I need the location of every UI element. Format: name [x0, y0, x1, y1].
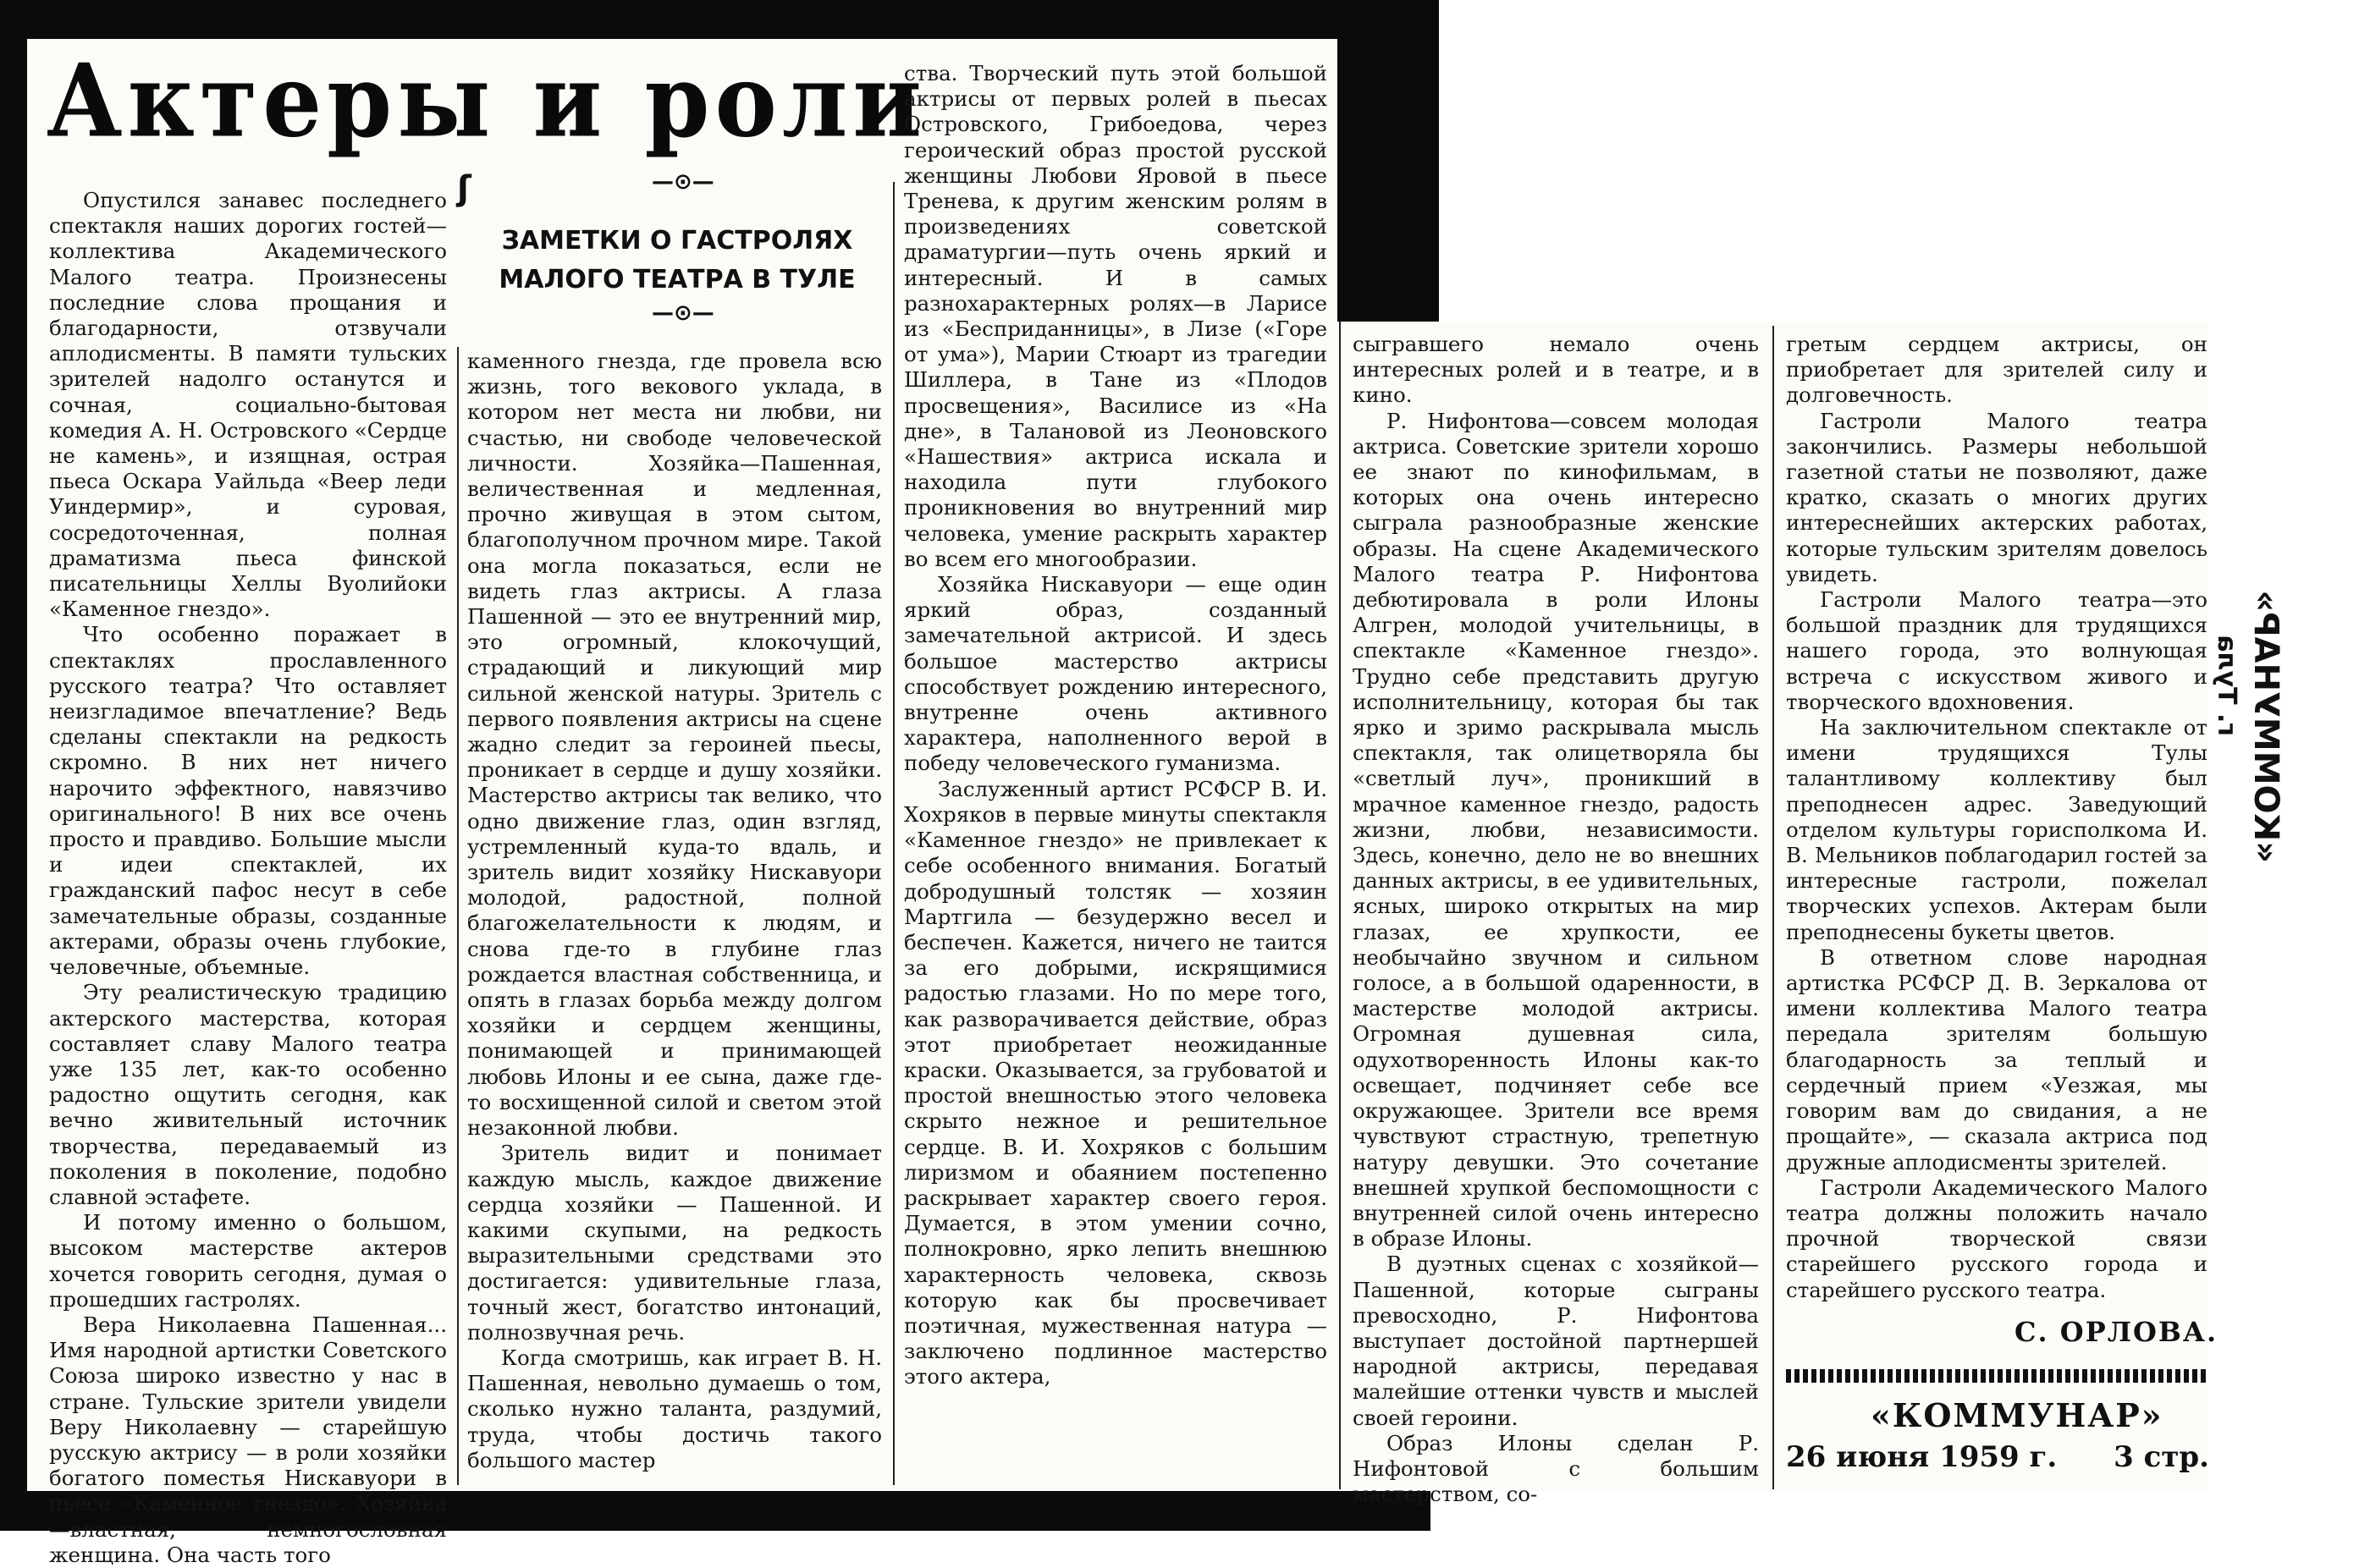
ornament-bottom: —⊙— [652, 300, 714, 326]
paragraph: Вера Николаевна Пашенная... Имя народной артистки Советского Союза широко известно у нас в стране. Тульские зрители увидели Веру Николаевну — старейшую русскую актрису — в роли хозяйки богатого поместья Нискавуори в пьесе «Каменное гнездо». Хозяйка—властная, немногословная женщина. Она часть того [49, 1312, 447, 1567]
article-column-5 [1786, 332, 2207, 1303]
paragraph: гретым сердцем актрисы, он приобретает для зрителей силу и долговечность. [1786, 332, 2207, 408]
paragraph: Зритель видит и понимает каждую мысль, каждое движение сердца хозяйки — Пашенной. И какими скупыми, на редкость выразительными средствами это достигается: удивительные глаза, точный жест, богатство интонаций, полнозвучная речь. [467, 1141, 882, 1345]
paragraph: Гастроли Малого театра—это большой праздник для трудящихся нашего города, это волнующая встреча с искусством живого и творческого вдохновения. [1786, 587, 2207, 714]
issue-date: 26 июня 1959 г. [1786, 1440, 2058, 1474]
paragraph: сыгравшего немало очень интересных ролей и в театре, и в кино. [1353, 332, 1759, 408]
article-column-2 [467, 349, 882, 1473]
column-rule [1772, 326, 1774, 1489]
stamp-line-1: «КОММУНАР» [2246, 590, 2285, 863]
page-number: 3 стр. [2114, 1440, 2209, 1474]
paragraph: Опустился занавес последнего спектакля наших дорогих гостей— коллектива Академического Малого театра. Произнесены последние слова прощания и благодарности, отзвучали аплодисменты. В памяти тульских зрителей надолго останутся и сочная, социально-бытовая комедия А. Н. Островского «Сердце не камень», и изящная, острая пьеса Оскара Уайльда «Веер леди Уиндермир», и суровая, сосредоточенная, полная драматизма пьеса финской писательницы Хеллы Вуолийоки «Каменное гнездо». [49, 188, 447, 622]
article-author: С. ОРЛОВА. [2014, 1316, 2218, 1348]
ornament-top: —⊙— [652, 169, 714, 195]
paragraph: Эту реалистическую традицию актерского мастерства, которая составляет славу Малого театра уже 135 лет, как-то особенно радостно ощутить сегодня, как вечно живительный источник творчества, передаваемый из поколения в поколение, подобно славной эстафете. [49, 980, 447, 1209]
paragraph: Заслуженный артист РСФСР В. И. Хохряков в первые минуты спектакля «Каменное гнездо» не привлекает к себе особенного внимания. Богатый добродушный толстяк — хозяин Мартгила — безудержно весел и беспечен. Кажется, ничего не таится за его добрыми, искрящимися радостью глазами. Но по мере того, как разворачивается действие, образ этот приобретает неожиданные краски. Оказывается, за грубоватой и простой внешностью этого человека скрыто нежное и решительное сердце. В. И. Хохряков с большим лиризмом и обаянием постепенно раскрывает характер своего героя. Думается, в этом умении сочно, полнокровно, ярко лепить внешнюю характерность человека, сквозь которую как бы просвечивает поэтичная, мужественная натура — заключено подлинное мастерство этого актера, [904, 776, 1327, 1389]
paragraph: Образ Илоны сделан Р. Нифонтовой с большим мастерством, со- [1353, 1430, 1759, 1507]
paragraph: В ответном слове народная артистка РСФСР Д. В. Зеркалова от имени коллектива Малого театра передала зрителям большую благодарность за теплый и сердечный прием «Уезжая, мы говорим вам до свидания, а не прощайте», — сказала актриса под дружные аплодисменты зрителей. [1786, 944, 2207, 1175]
decorative-s-mark: ʃ [457, 169, 471, 208]
separator-stripe [1786, 1369, 2209, 1383]
issue-date-line [1786, 1440, 2209, 1474]
article-column-3 [904, 61, 1327, 1390]
paragraph: ства. Творческий путь этой большой актрисы от первых ролей в пьесах Островского, Грибоедова, через героический образ простой русской женщины Любови Яровой в пьесе Тренева, к другим женским ролям в произведениях советской драматургии—путь очень яркий и интересный. И в самых разнохарактерных ролях—в Ларисе из «Бесприданницы», в Лизе («Горе от ума»), Марии Стюарт из трагедии Шиллера, в Тане из «Плодов просвещения», Василисе из «На дне», в Талановой из Леоновского «Нашествия» актриса искала и находила пути глубокого проникновения во внутренний мир человека, умение раскрыть характер во всем его многообразии. [904, 61, 1327, 571]
paragraph: И потому именно о большом, высоком мастерстве актеров хочется говорить сегодня, думая о прошедших гастролях. [49, 1210, 447, 1312]
scan-border-top [0, 0, 1430, 39]
scan-border-mid [1337, 0, 1439, 322]
paragraph: На заключительном спектакле от имени трудящихся Тулы талантливому коллективу был преподнесен адрес. Заведующий отделом культуры горисполкома И. В. Мельников поблагодарил гостей за интересные гастроли, пожелал творческих успехов. Актерам были преподнесены букеты цветов. [1786, 715, 2207, 944]
paragraph: Что особенно поражает в спектаклях прославленного русского театра? Что оставляет неизгладимое впечатление? Ведь сделаны спектакли на редкость скромно. В них нет ничего нарочито эффектного, навязчиво оригинального! В них все очень просто и правдиво. Большие мысли и идеи спектаклей, их гражданский пафос несут в себе замечательные образы, созданные актерами, образы очень глубокие, человечные, объемные. [49, 622, 447, 980]
mirrored-newspaper-stamp: «КОММУНАР» г. Тула [2212, 590, 2285, 863]
paragraph: Гастроли Академического Малого театра должны положить начало прочной творческой связи старейшего русского города и старейшего русского театра. [1786, 1175, 2207, 1302]
article-subtitle [491, 222, 863, 300]
paragraph: Хозяйка Нискавуори — еще один яркий образ, созданный замечательной актрисой. И здесь большое мастерство актрисы способствует рождению интересного, внутренне очень активного характера, наполненного верой в победу человеческого гуманизма. [904, 572, 1327, 776]
article-column-1 [49, 188, 447, 1568]
column-rule [1339, 322, 1341, 1489]
column-rule [893, 182, 895, 1485]
subtitle-line-2: МАЛОГО ТЕАТРА В ТУЛЕ [499, 265, 856, 294]
scan-border-left [0, 0, 27, 1531]
newspaper-name: «КОММУНАР» [1871, 1396, 2163, 1434]
article-column-4 [1353, 332, 1759, 1507]
paragraph: Когда смотришь, как играет В. Н. Пашенная, невольно думаешь о том, сколько нужно таланта, раздумий, труда, чтобы достичь такого большого мастер [467, 1345, 882, 1472]
paragraph: каменного гнезда, где провела всю жизнь, того векового уклада, в котором нет места ни любви, ни счастью, ни свободе человеческой личности. Хозяйка—Пашенная, величественная и медленная, прочно живущая в этом сытом, благополучном прочном мире. Такой она могла показаться, если не видеть глаз актрисы. А глаза Пашенной — это ее внутренний мир, это огромный, клокочущий, страдающий и ликующий мир сильной женской натуры. Зритель с первого появления актрисы на сцене жадно следит за героиней пьесы, проникает в сердце и душу хозяйки. Мастерство актрисы так велико, что одно движение глаз, один взгляд, устремленный куда-то вдаль, и зритель видит хозяйку Нискавуори молодой, радостной, полной благожелательности к людям, и снова где-то в глубине глаз рождается властная собственница, и опять в глазах борьба между долгом хозяйки и сердцем женщины, понимающей и принимающей любовь Илоны и ее сына, даже где-то восхищенной силой и светом этой незаконной любви. [467, 349, 882, 1141]
column-rule [457, 347, 459, 1485]
article-headline: Актеры и роли [47, 41, 927, 160]
paragraph: В дуэтных сценах с хозяйкой— Пашенной, которые сыграны превосходно, Р. Нифонтова выступает достойной партнершей народной актрисы, передавая малейшие оттенки чувств и мыслей своей героини. [1353, 1252, 1759, 1430]
paragraph: Гастроли Малого театра закончились. Размеры небольшой газетной статьи не позволяют, даже кратко, сказать о многих других интереснейших актерских работах, которые тульским зрителям довелось увидеть. [1786, 408, 2207, 586]
subtitle-line-1: ЗАМЕТКИ О ГАСТРОЛЯХ [501, 226, 853, 256]
paragraph: Р. Нифонтова—совсем молодая актриса. Советские зрители хорошо ее знают по кинофильмам, в которых она очень интересно сыграла разнообразные женские образы. На сцене Академического Малого театра Р. Нифонтова дебютировала в роли Илоны Алгрен, молодой учительницы, в спектакле «Каменное гнездо». Трудно себе представить другую исполнительницу, которая бы так ярко и зримо раскрывала мысль спектакля, так олицетворяла бы «светлый луч», проникший в мрачное каменное гнездо, радость жизни, любви, независимости. Здесь, конечно, дело не во внешних данных актрисы, в ее удивительных, ясных, широко открытых на мир глазах, ее хрупкости, ее необычайно звучном и сильном голосе, а в большой одаренности, в мастерстве молодой актрисы. Огромная душевная сила, одухотворенность Илоны как-то освещает, подчиняет себе все окружающее. Зрители все время чувствуют страстную, трепетную натуру девушки. Это сочетание внешней хрупкой беспомощности с внутренней силой очень интересно в образе Илоны. [1353, 408, 1759, 1252]
